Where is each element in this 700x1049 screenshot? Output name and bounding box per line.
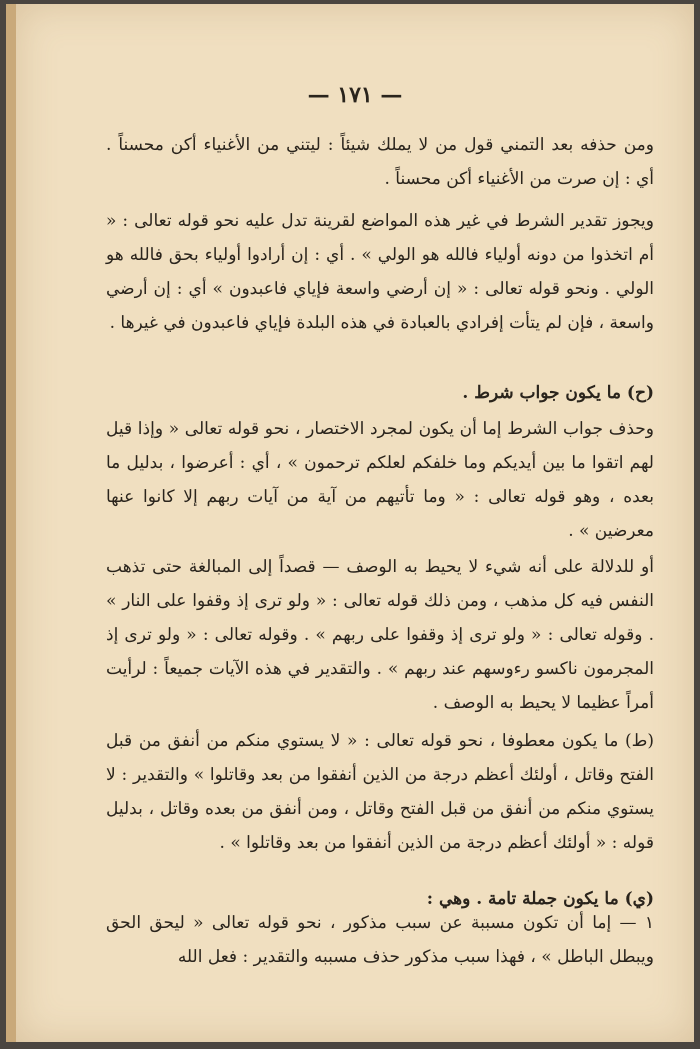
paragraph-text: ومن حذفه بعد التمني قول من لا يملك شيئاً : ليتني من الأغنياء أكن محسناً . أي : إن صرت من الأغنياء أكن محسناً . xyxy=(106,135,654,189)
section-heading: (ي) ما يكون جملة تامة . وهي : xyxy=(426,889,654,909)
paragraph-6 xyxy=(106,906,654,974)
paragraph-text: ويجوز تقدير الشرط في غير هذه المواضع لقرينة تدل عليه نحو قوله تعالى : « أم اتخذوا من دونه أولياء فالله هو الولي » . أي : إن أرادوا أولياء بحق فالله هو الولي . ونحو قوله تعالى : « إن أرضي واسعة فإياي فاعبدون » أي : إن أرضي واسعة ، فإن لم يتأت إفرادي بالعبادة في هذه البلدة فإياي فاعبدون في غيرها . xyxy=(106,211,654,333)
page-number: — ١٧١ — xyxy=(307,82,403,108)
paragraph-2 xyxy=(106,204,654,340)
paragraph-text: أو للدلالة على أنه شيء لا يحيط به الوصف — قصداً إلى المبالغة حتى تذهب النفس فيه كل مذهب ، ومن ذلك قوله تعالى : « ولو ترى إذ وقفوا على النار » . وقوله تعالى : « ولو ترى إذ وقفوا على ربهم » . وقوله تعالى : « ولو ترى إذ المجرمون ناكسو رءوسهم عند ربهم » . والتقدير في هذه الآيات جميعاً : لرأيت أمراً عظيما لا يحيط به الوصف . xyxy=(106,557,654,713)
section-heading-ha xyxy=(106,376,654,410)
paragraph-4 xyxy=(106,550,654,720)
book-page xyxy=(6,4,694,1042)
paragraph-text: وحذف جواب الشرط إما أن يكون لمجرد الاختصار ، نحو قوله تعالى « وإذا قيل لهم اتقوا ما بين أيديكم وما خلفكم لعلكم ترحمون » ، أي : أعرضوا ، بدليل ما بعده ، وهو قوله تعالى : « وما تأتيهم من آية من آيات ربهم إلا كانوا عنها معرضين » . xyxy=(106,419,654,541)
section-heading: (ح) ما يكون جواب شرط . xyxy=(462,383,654,403)
paragraph-3 xyxy=(106,412,654,548)
paragraph-text: (ط) ما يكون معطوفا ، نحو قوله تعالى : « لا يستوي منكم من أنفق من قبل الفتح وقاتل ، أولئك أعظم درجة من الذين أنفقوا من بعد وقاتلوا » والتقدير : لا يستوي منكم من أنفق من قبل الفتح وقاتل ، ومن أنفق من بعده وقاتل ، بدليل قوله : « أولئك أعظم درجة من الذين أنفقوا من بعد وقاتلوا » . xyxy=(106,731,654,853)
paragraph-1 xyxy=(106,128,654,196)
paragraph-5 xyxy=(106,724,654,860)
paragraph-text: ١ — إما أن تكون مسببة عن سبب مذكور ، نحو قوله تعالى « ليحق الحق ويبطل الباطل » ، فهذا سبب مذكور حذف مسببه والتقدير : فعل الله xyxy=(106,913,654,967)
